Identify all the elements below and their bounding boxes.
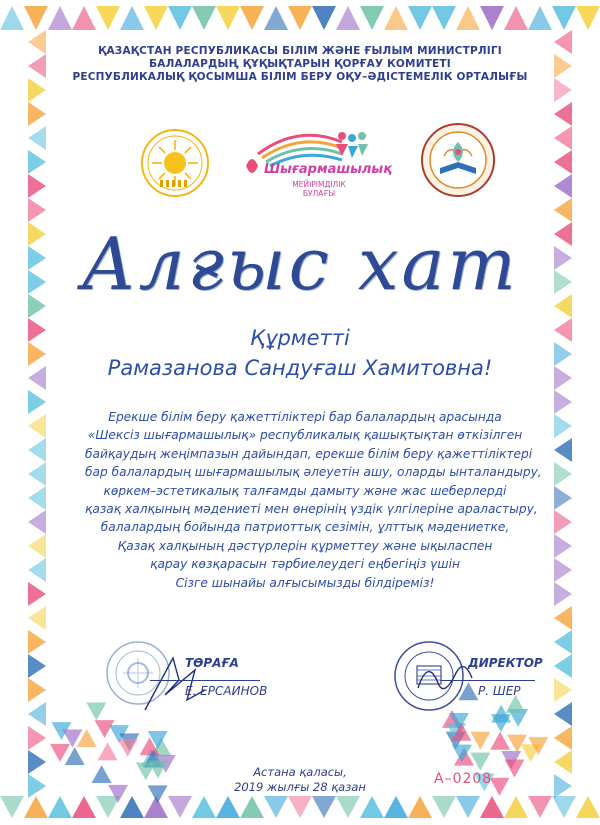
border-triangle xyxy=(168,796,192,818)
border-triangle xyxy=(490,732,510,750)
place-and-date xyxy=(0,765,600,795)
border-triangle xyxy=(360,796,384,818)
border-triangle xyxy=(216,796,240,818)
border-triangle xyxy=(480,6,504,30)
border-triangle xyxy=(192,796,216,818)
border-triangle xyxy=(504,796,528,818)
body-line: балалардың бойында патриоттық сезімін, ұлттық мәдениетке, xyxy=(100,520,510,535)
border-triangle xyxy=(168,6,192,30)
border-triangle xyxy=(456,6,480,30)
border-triangle xyxy=(192,6,216,30)
border-triangle xyxy=(554,558,572,582)
border-triangle xyxy=(554,582,572,606)
border-triangle xyxy=(28,126,46,150)
body-line: бар балалардың шығармашылық әлеуетін ашу, оларды ынталандыру, xyxy=(85,465,542,480)
border-triangle xyxy=(120,6,144,30)
border-triangle xyxy=(554,126,572,150)
border-triangle xyxy=(24,796,48,818)
border-triangle xyxy=(288,6,312,30)
border-triangle xyxy=(554,462,572,486)
border-triangle xyxy=(65,747,85,765)
border-triangle xyxy=(86,702,106,720)
border-triangle xyxy=(336,6,360,30)
creativity-brand-logo xyxy=(238,122,393,204)
body-line: көркем–эстетикалық талғамды дамыту және жас шеберлерді xyxy=(103,483,507,498)
border-triangle xyxy=(28,558,46,582)
border-triangle xyxy=(28,678,46,702)
body-line: қарау көзқарасын тәрбиелеудегі еңбегіңіз үшін xyxy=(150,557,460,572)
border-triangle xyxy=(408,6,432,30)
director-title: ДИРЕКТОР xyxy=(468,656,543,670)
border-triangle xyxy=(28,198,46,222)
border-triangle xyxy=(552,796,576,818)
border-triangle xyxy=(28,534,46,558)
border-triangle xyxy=(240,796,264,818)
border-triangle xyxy=(28,606,46,630)
border-triangle xyxy=(554,438,572,462)
border-triangle xyxy=(72,6,96,30)
border-triangle xyxy=(312,6,336,30)
chair-signature-line xyxy=(150,680,260,681)
chair-name: Е. ЕРСАИНОВ xyxy=(185,684,268,698)
border-triangle xyxy=(28,510,46,534)
salutation: Құрметті xyxy=(250,326,350,350)
border-triangle xyxy=(554,678,572,702)
border-triangle xyxy=(98,742,118,760)
border-triangle xyxy=(384,796,408,818)
border-triangle xyxy=(336,796,360,818)
header-committee: БАЛАЛАРДЫҢ ҚҰҚЫҚТАРЫН ҚОРҒАУ КОМИТЕТІ xyxy=(149,58,451,70)
director-name: Р. ШЕР xyxy=(478,684,521,698)
border-triangle xyxy=(288,796,312,818)
body-line: Сізге шынайы алғысымызды білдіреміз! xyxy=(175,575,435,590)
border-triangle xyxy=(28,462,46,486)
border-triangle xyxy=(528,796,552,818)
border-triangle xyxy=(50,744,70,762)
header-ministry: ҚАЗАҚСТАН РЕСПУБЛИКАСЫ БІЛІМ ЖӘНЕ ҒЫЛЫМ МИНИСТРЛІГІ xyxy=(98,45,502,57)
body-line: қазақ халқының мәдениеті мен өнерінің үздік үлгілеріне араластыру, xyxy=(85,502,538,517)
border-triangle xyxy=(408,796,432,818)
border-triangle xyxy=(554,414,572,438)
border-triangle xyxy=(240,6,264,30)
body-line: Ерекше білім беру қажеттіліктері бар балалардың арасында xyxy=(108,410,502,424)
header-center: РЕСПУБЛИКАЛЫҚ ҚОСЫМША БІЛІМ БЕРУ ОҚУ–ӘДІСТЕМЕЛІК ОРТАЛЫҒЫ xyxy=(72,71,528,83)
border-triangle xyxy=(456,796,480,818)
city: Астана қаласы, xyxy=(253,765,347,779)
border-triangle xyxy=(554,486,572,510)
border-triangle xyxy=(28,438,46,462)
border-triangle xyxy=(28,150,46,174)
sun-emblem-logo xyxy=(140,128,210,198)
border-triangle xyxy=(554,726,572,750)
brand-tagline-2: БУЛАҒЫ xyxy=(302,189,336,198)
border-triangle xyxy=(552,6,576,30)
recipient-name: Рамазанова Сандуғаш Хамитовна! xyxy=(107,356,493,380)
border-triangle xyxy=(28,486,46,510)
border-triangle xyxy=(576,6,600,30)
border-triangle xyxy=(216,6,240,30)
border-triangle xyxy=(554,150,572,174)
border-triangle xyxy=(118,739,138,757)
border-triangle xyxy=(96,6,120,30)
border-triangle xyxy=(480,796,504,818)
border-triangle xyxy=(554,390,572,414)
issue-date: 2019 жылғы 28 қазан xyxy=(234,780,366,794)
border-triangle xyxy=(28,174,46,198)
border-triangle xyxy=(504,6,528,30)
border-triangle xyxy=(72,796,96,818)
border-triangle xyxy=(48,796,72,818)
brand-tagline-1: МЕЙІРІМДІЛІК xyxy=(292,180,346,189)
border-triangle xyxy=(48,6,72,30)
border-triangle xyxy=(264,6,288,30)
border-triangle xyxy=(554,702,572,726)
border-triangle xyxy=(432,6,456,30)
border-triangle xyxy=(28,582,46,606)
border-triangle xyxy=(554,102,572,126)
border-triangle xyxy=(28,414,46,438)
border-triangle xyxy=(28,630,46,654)
border-triangle xyxy=(528,6,552,30)
education-center-emblem xyxy=(420,122,496,198)
border-triangle xyxy=(28,702,46,726)
border-triangle xyxy=(384,6,408,30)
border-triangle xyxy=(28,726,46,750)
body-line: Қазақ халқының дәстүрлерін құрметтеу және ықыласпен xyxy=(117,538,493,553)
border-triangle xyxy=(432,796,456,818)
border-triangle xyxy=(144,6,168,30)
border-triangle xyxy=(120,796,144,818)
border-triangle xyxy=(554,654,572,678)
border-triangle xyxy=(0,6,24,30)
border-triangle xyxy=(312,796,336,818)
border-triangle xyxy=(0,796,24,818)
border-triangle xyxy=(554,606,572,630)
border-triangle xyxy=(470,732,490,750)
chair-title: ТӨРАҒА xyxy=(185,656,239,670)
border-triangle xyxy=(28,654,46,678)
border-triangle xyxy=(554,534,572,558)
border-triangle xyxy=(264,796,288,818)
director-signature-line xyxy=(440,680,535,681)
brand-name-text: Шығармашылық xyxy=(264,162,393,177)
border-triangle xyxy=(491,705,511,723)
border-triangle xyxy=(554,510,572,534)
certificate-number: А–0208 xyxy=(434,771,493,787)
border-triangle xyxy=(360,6,384,30)
certificate-title: Алғыс хат xyxy=(81,222,519,306)
body-line: байқаудың жеңімпазын дайындап, ерекше білім беру қажеттіліктері xyxy=(85,446,533,461)
border-triangle xyxy=(554,198,572,222)
border-triangle xyxy=(28,390,46,414)
border-triangle xyxy=(554,174,572,198)
border-triangle xyxy=(28,102,46,126)
body-line: «Шексіз шығармашылық» республикалық қашықтықтан өткізілген xyxy=(87,428,523,443)
body-text xyxy=(85,408,542,592)
border-triangle xyxy=(554,630,572,654)
border-triangle xyxy=(24,6,48,30)
border-triangle xyxy=(576,796,600,818)
